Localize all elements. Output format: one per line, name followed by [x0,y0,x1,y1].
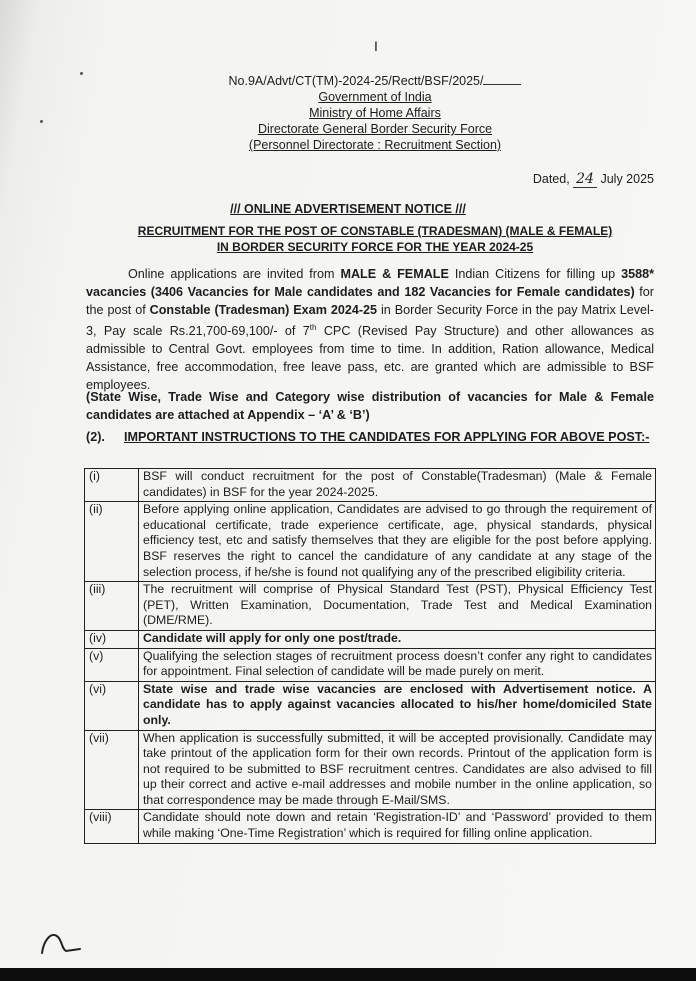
row-text: The recruitment will comprise of Physical Standard Test (PST), Physical Efficiency Test (PET), Written Examination, Documentation, Trade Test and Medical Examination (DME/RME). [139,582,656,631]
intro-paragraph [86,266,654,395]
notice-heading: /// ONLINE ADVERTISEMENT NOTICE /// [230,202,466,216]
ministry-line: Ministry of Home Affairs [309,106,441,120]
intro-text-2: Indian Citizens for filling up [448,267,622,281]
handwritten-mark [40,927,84,957]
table-row [85,582,656,631]
intro-text-1: Online applications are invited from [128,267,341,281]
table-row [85,630,656,648]
title-line-1: RECRUITMENT FOR THE POST OF CONSTABLE (TRADESMAN) (MALE & FEMALE) [137,224,613,238]
table-row [85,730,656,810]
intro-text-3: for the post of [86,284,654,317]
row-number: (ii) [85,502,139,582]
section-2-number: (2). [86,430,105,444]
table-row [85,469,656,502]
row-text: Qualifying the selection stages of recruitment process doesn’t confer any right to candidates for appointment. Final selection of candidate will be made purely on merit. [139,648,656,681]
date-line [533,171,654,188]
recruitment-title [95,223,655,255]
intro-text-4: in Border Security Force in the pay Matrix Level-3, Pay scale Rs.21,700-69,100/- of 7 [86,302,655,339]
table-row [85,502,656,582]
row-number: (viii) [85,810,139,843]
intro-bold-exam: Constable (Tradesman) Exam 2024-25 [149,302,378,317]
reference-number-text: No.9A/Advt/CT(TM)-2024-25/Rectt/BSF/2025/ [228,74,484,88]
government-line: Government of India [318,90,432,104]
intro-bold-vacancies: 3588* vacancies (3406 Vacancies for Male candidates and 182 Vacancies for Female candidates) [86,267,654,299]
directorate-line: Directorate General Border Security Force [257,122,493,136]
row-text: Before applying online application, Candidates are advised to go through the requirement of educational certificate, trade experience certificate, age, physical standards, physical efficiency test, etc and satisfy themselves that they are eligible for the post before applying. BSF reserves the right to cancel the candidature of any candidate at any stage of the selection process, if he/she is found not qualifying any of the prescribed eligibility criteria. [139,502,656,582]
row-number: (vi) [85,681,139,730]
intro-bold-1: MALE & FEMALE [340,267,449,281]
scan-speck [40,120,43,123]
row-text: When application is successfully submitted, it will be accepted provisionally. Candidate may take printout of the application form for their own records. Printout of the application form is not required to be submitted to BSF recruitment centres. Candidates are also advised to fill up their correct and active e-mail addresses and mobile number in the online application, so that correspondence may be made through E-Mail/SMS. [139,730,656,810]
page-number: I [374,38,378,54]
table-row [85,648,656,681]
bottom-edge-strip [0,968,696,981]
scan-speck [80,72,83,75]
date-month-year: July 2025 [600,172,654,186]
handwritten-day: 24 [573,171,597,188]
row-text: Candidate will apply for only one post/trade. [139,630,656,648]
row-text: State wise and trade wise vacancies are enclosed with Advertisement notice. A candidate has to apply against vacancies allocated to his/her home/domiciled State only. [139,681,656,730]
row-text: BSF will conduct recruitment for the post of Constable(Tradesman) (Male & Female candidates) in BSF for the year 2024-2025. [139,469,656,502]
section-2-title: IMPORTANT INSTRUCTIONS TO THE CANDIDATES FOR APPLYING FOR ABOVE POST:- [124,430,650,444]
row-number: (iii) [85,582,139,631]
table-row [85,681,656,730]
row-number: (v) [85,648,139,681]
table-row [85,810,656,843]
intro-text-5: CPC (Revised Pay Structure) and other allowances as admissible to Central Govt. employees from time to time. In addition, Ration allowance, Medical Assistance, free accommodation, free leave pass, etc. are granted which are admissible to BSF employees. [86,324,654,392]
row-number: (vii) [85,730,139,810]
intro-superscript: th [309,323,317,333]
row-number: (i) [85,469,139,502]
date-prefix: Dated, [532,172,570,186]
instructions-table [84,468,656,844]
row-number: (iv) [85,630,139,648]
title-line-2: IN BORDER SECURITY FORCE FOR THE YEAR 2024-25 [216,240,534,254]
section-line: (Personnel Directorate : Recruitment Section) [248,138,502,152]
distribution-note: (State Wise, Trade Wise and Category wise distribution of vacancies for Male & Female candidates are attached at Appendix – ‘A’ & ‘B’) [86,390,654,422]
row-text: Candidate should note down and retain ‘Registration-ID’ and ‘Password’ provided to them while making ‘One-Time Registration’ which is required for filling online application. [139,810,656,843]
